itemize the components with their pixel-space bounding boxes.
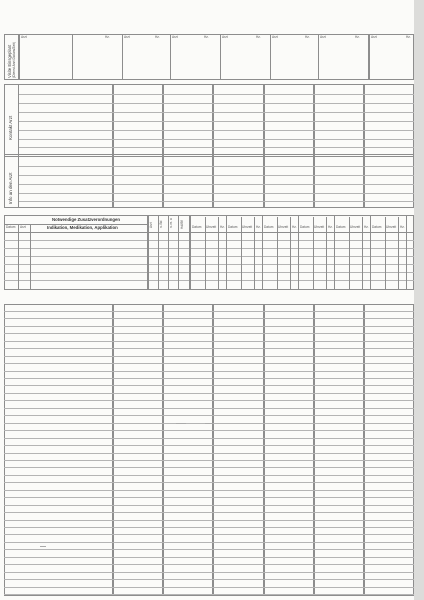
notes-rule [4,467,414,468]
notes-rule [4,557,414,558]
notes-rule [4,311,414,312]
notes-rule [4,371,414,372]
g2-hz: Hz. [256,225,261,229]
visite-cell-1-arzt: Arzt [21,35,27,39]
notes-rule [4,542,414,543]
notes-rule [4,579,414,580]
g2-datum: Datum [228,225,238,229]
notes-rule [4,587,414,588]
notes-rule [4,490,414,491]
notes-rule [4,318,414,319]
visite-cell-4-arzt: Arzt [222,35,228,39]
notes-rule [4,534,414,535]
visite-block [4,34,414,80]
notes-rule [4,385,414,386]
notes-rule [4,594,414,595]
zusatz-col-datum: Datum [6,225,16,229]
g6-datum: Datum [372,225,382,229]
g3-hz: Hz. [292,225,297,229]
g4-hz: Hz. [328,225,333,229]
notes-rule [4,564,414,565]
notes-rule [4,400,414,401]
notes-rule [4,572,414,573]
notes-rule [4,549,414,550]
g5-hz: Hz. [364,225,369,229]
notes-rule [4,445,414,446]
visite-cell-6-hz: Hz. [355,35,360,39]
visite-cell-2-arzt: Arzt [124,35,130,39]
info-label: Info an den Arzt [8,172,13,204]
stray-mark [176,423,186,424]
narrow-col-1: Arzt [149,222,153,228]
visite-label [7,36,16,78]
g1-datum: Datum [192,225,202,229]
kontakt-label: Kontakt Arzt [8,115,13,140]
notes-rule [4,505,414,506]
notes-rule [4,363,414,364]
notes-rule [4,497,414,498]
visite-cell-1-hz: Hz. [105,35,110,39]
notes-rule [4,356,414,357]
stray-mark [40,546,46,547]
notes-rule [4,415,414,416]
g5-datum: Datum [336,225,346,229]
narrow-col-4: Hdl/Bf [180,220,184,229]
g6-uhrzeit: Uhrzeit [386,225,397,229]
visite-label-line2: (Dienst Arzt Datum/Zeit) [12,41,16,78]
notes-rule [4,527,414,528]
notes-rule [4,333,414,334]
visite-cell-3-hz: Hz. [204,35,209,39]
notes-rule [4,341,414,342]
g3-datum: Datum [264,225,274,229]
notes-rule [4,460,414,461]
notes-rule [4,408,414,409]
notes-rule [4,512,414,513]
visite-cell-5-hz: Hz. [305,35,310,39]
notes-rule [4,348,414,349]
g4-uhrzeit: Uhrzeit [314,225,325,229]
notes-rule [4,482,414,483]
g3-uhrzeit: Uhrzeit [278,225,289,229]
visite-cell-7-hz: Hz. [406,35,411,39]
g4-datum: Datum [300,225,310,229]
g1-uhrzeit: Uhrzeit [206,225,217,229]
visite-cell-3-arzt: Arzt [172,35,178,39]
narrow-col-2: n. Bd [159,220,163,228]
visite-cell-7-arzt: Arzt [371,35,377,39]
scan-edge [414,0,424,600]
g1-hz: Hz. [220,225,225,229]
notes-rule [4,326,414,327]
narrow-col-3: n. m. a [169,218,173,228]
g6-hz: Hz. [400,225,405,229]
notes-rule [4,475,414,476]
visite-cell-2-hz: Hz. [155,35,160,39]
notes-rule [4,430,414,431]
notes-rule [4,393,414,394]
visite-cell-5-arzt: Arzt [272,35,278,39]
notes-rule [4,520,414,521]
g2-uhrzeit: Uhrzeit [242,225,253,229]
zusatz-col-arzt: Arzt [20,225,26,229]
visite-cell-6-arzt: Arzt [320,35,326,39]
zusatz-subtitle: Indikation, Medikation, Applikation [47,225,118,230]
g5-uhrzeit: Uhrzeit [350,225,361,229]
notes-rule [4,453,414,454]
notes-rule [4,438,414,439]
visite-label-line1: Visite Einsgeplant [7,44,12,78]
notes-rule [4,378,414,379]
zusatz-title: Notwendige Zusatzverordnungen [52,217,121,222]
stray-mark [205,423,213,424]
visite-cell-4-hz: Hz. [256,35,261,39]
